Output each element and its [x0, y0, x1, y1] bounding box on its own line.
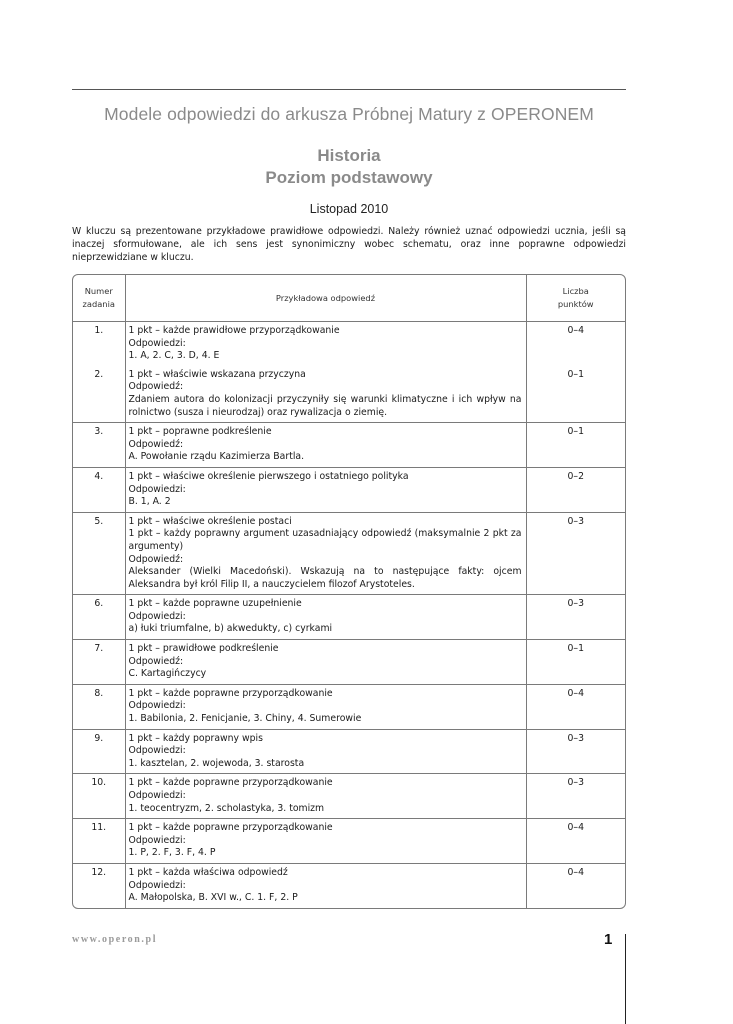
page-number: 1 [604, 931, 613, 948]
table-row [73, 640, 625, 685]
answer-line: 1 pkt – każdy poprawny argument uzasadniający odpowiedź (maksymalnie 2 pkt za argumenty) [128, 528, 522, 552]
answer-line: 1 pkt – każde poprawne przyporządkowanie [128, 822, 333, 834]
task-answer [125, 322, 526, 366]
task-points: 0–4 [526, 819, 625, 864]
subject-block [72, 145, 626, 189]
answer-line: 1 pkt – właściwe określenie postaci [128, 515, 292, 527]
answer-line: B. 1, A. 2 [128, 496, 171, 508]
task-points: 0–1 [526, 640, 625, 685]
answer-line: Odpowiedź: [128, 381, 184, 393]
task-answer [125, 684, 526, 729]
answer-line: Odpowiedzi: [128, 790, 186, 801]
answer-line: Odpowiedzi: [128, 879, 186, 891]
task-number: 3. [73, 423, 125, 468]
answer-line: 1 pkt – każde poprawne przyporządkowanie [128, 687, 333, 699]
task-number: 10. [73, 774, 125, 819]
task-answer [125, 467, 526, 512]
table-row [73, 819, 625, 864]
answer-line: 1 pkt – każdy poprawny wpis [128, 732, 263, 744]
task-number: 8. [73, 684, 125, 729]
answer-line: 1. Babilonia, 2. Fenicjanie, 3. Chiny, 4. Sumerowie [128, 713, 362, 725]
task-number: 1. [73, 322, 125, 366]
footer-url: www.operon.pl [72, 934, 158, 945]
task-number: 7. [73, 640, 125, 685]
date-label: Listopad 2010 [309, 202, 389, 216]
answer-line: 1 pkt – właściwie wskazana przyczyna [128, 368, 306, 380]
answer-line: 1 pkt – poprawne podkreślenie [128, 426, 272, 438]
answer-line: A. Małopolska, B. XVI w., C. 1. F, 2. P [128, 892, 298, 904]
answer-line: Aleksander (Wielki Macedoński). Wskazują na to następujące fakty: ojcem Aleksandra był król Filip II, a nauczycielem filozof Arystoteles. [128, 566, 522, 590]
task-points: 0–4 [526, 322, 625, 366]
table-row [73, 863, 625, 907]
answer-line: 1 pkt – każde poprawne uzupełnienie [128, 598, 302, 610]
answer-line: C. Kartagińczycy [128, 668, 207, 680]
table-row [73, 423, 625, 468]
task-answer [125, 423, 526, 468]
task-number: 5. [73, 512, 125, 595]
table-row [73, 729, 625, 774]
task-answer [125, 819, 526, 864]
task-answer [125, 595, 526, 640]
answer-line: 1 pkt – każde prawidłowe przyporządkowanie [128, 325, 340, 336]
answer-line: 1. A, 2. C, 3. D, 4. E [128, 350, 220, 362]
task-number: 4. [73, 467, 125, 512]
table-row [73, 774, 625, 819]
table-row [73, 366, 625, 423]
answer-line: A. Powołanie rządu Kazimierza Bartla. [128, 451, 305, 463]
answer-line: Odpowiedzi: [128, 483, 186, 495]
answer-line: 1 pkt – każde poprawne przyporządkowanie [128, 777, 333, 789]
answer-line: Odpowiedzi: [128, 337, 186, 349]
task-points: 0–1 [526, 423, 625, 468]
answer-line: Odpowiedzi: [128, 610, 186, 622]
task-points: 0–3 [526, 729, 625, 774]
page-rule [625, 934, 626, 1024]
answer-key-table [72, 274, 626, 909]
task-number: 9. [73, 729, 125, 774]
subject-title: Historia [317, 146, 381, 165]
table-row [73, 512, 625, 595]
table-header-row [73, 275, 625, 322]
answer-line: 1. kasztelan, 2. wojewoda, 3. starosta [128, 757, 305, 769]
task-points: 0–1 [526, 366, 625, 423]
task-points: 0–4 [526, 684, 625, 729]
answer-line: 1 pkt – każda właściwa odpowiedź [128, 866, 288, 878]
task-answer [125, 512, 526, 595]
task-answer [125, 729, 526, 774]
task-points: 0–3 [526, 774, 625, 819]
table-row [73, 595, 625, 640]
answer-line: Odpowiedzi: [128, 834, 186, 846]
answer-line: 1 pkt – właściwe określenie pierwszego i ostatniego polityka [128, 470, 409, 482]
answer-line: Zdaniem autora do kolonizacji przyczyniły się warunki klimatyczne i ich wpływ na rolnictwo (susza i nieurodzaj) oraz rywalizacja o ziemię. [128, 393, 522, 418]
answer-line: 1 pkt – prawidłowe podkreślenie [128, 643, 279, 655]
header-answer: Przykładowa odpowiedź [125, 275, 526, 322]
task-points: 0–4 [526, 863, 625, 907]
intro-paragraph: W kluczu są prezentowane przykładowe prawidłowe odpowiedzi. Należy również uznać odpowiedzi ucznia, jeśli są inaczej sformułowane, ale ich sens jest synonimiczny wobec schematu, oraz inne poprawne odpowiedzi nieprzewidziane w kluczu. [72, 226, 626, 263]
table-row [73, 684, 625, 729]
task-number: 11. [73, 819, 125, 864]
task-answer [125, 366, 526, 423]
task-answer [125, 863, 526, 907]
task-answer [125, 774, 526, 819]
top-rule [72, 89, 626, 90]
task-number: 2. [94, 368, 104, 380]
answer-line: Odpowiedź: [128, 655, 184, 667]
header-number: Numer zadania [73, 275, 125, 322]
answer-line: a) łuki triumfalne, b) akwedukty, c) cyrkami [128, 623, 333, 635]
task-points: 0–3 [526, 595, 625, 640]
table-row [73, 322, 625, 366]
task-number: 12. [73, 863, 125, 907]
task-answer [125, 640, 526, 685]
table-row [73, 467, 625, 512]
task-points: 0–2 [526, 467, 625, 512]
task-points: 0–3 [526, 512, 625, 595]
task-number: 6. [73, 595, 125, 640]
header-points: Liczba punktów [526, 275, 625, 322]
answer-line: Odpowiedź: [128, 553, 184, 565]
answer-line: Odpowiedzi: [128, 700, 186, 712]
answer-line: Odpowiedzi: [128, 745, 186, 757]
answer-line: 1. P, 2. F, 3. F, 4. P [128, 847, 216, 859]
answer-line: 1. teocentryzm, 2. scholastyka, 3. tomizm [128, 802, 325, 814]
document-title: Modele odpowiedzi do arkusza Próbnej Matury z OPERONEM [104, 104, 594, 124]
level-title: Poziom podstawowy [265, 168, 433, 187]
answer-line: Odpowiedź: [128, 438, 184, 450]
